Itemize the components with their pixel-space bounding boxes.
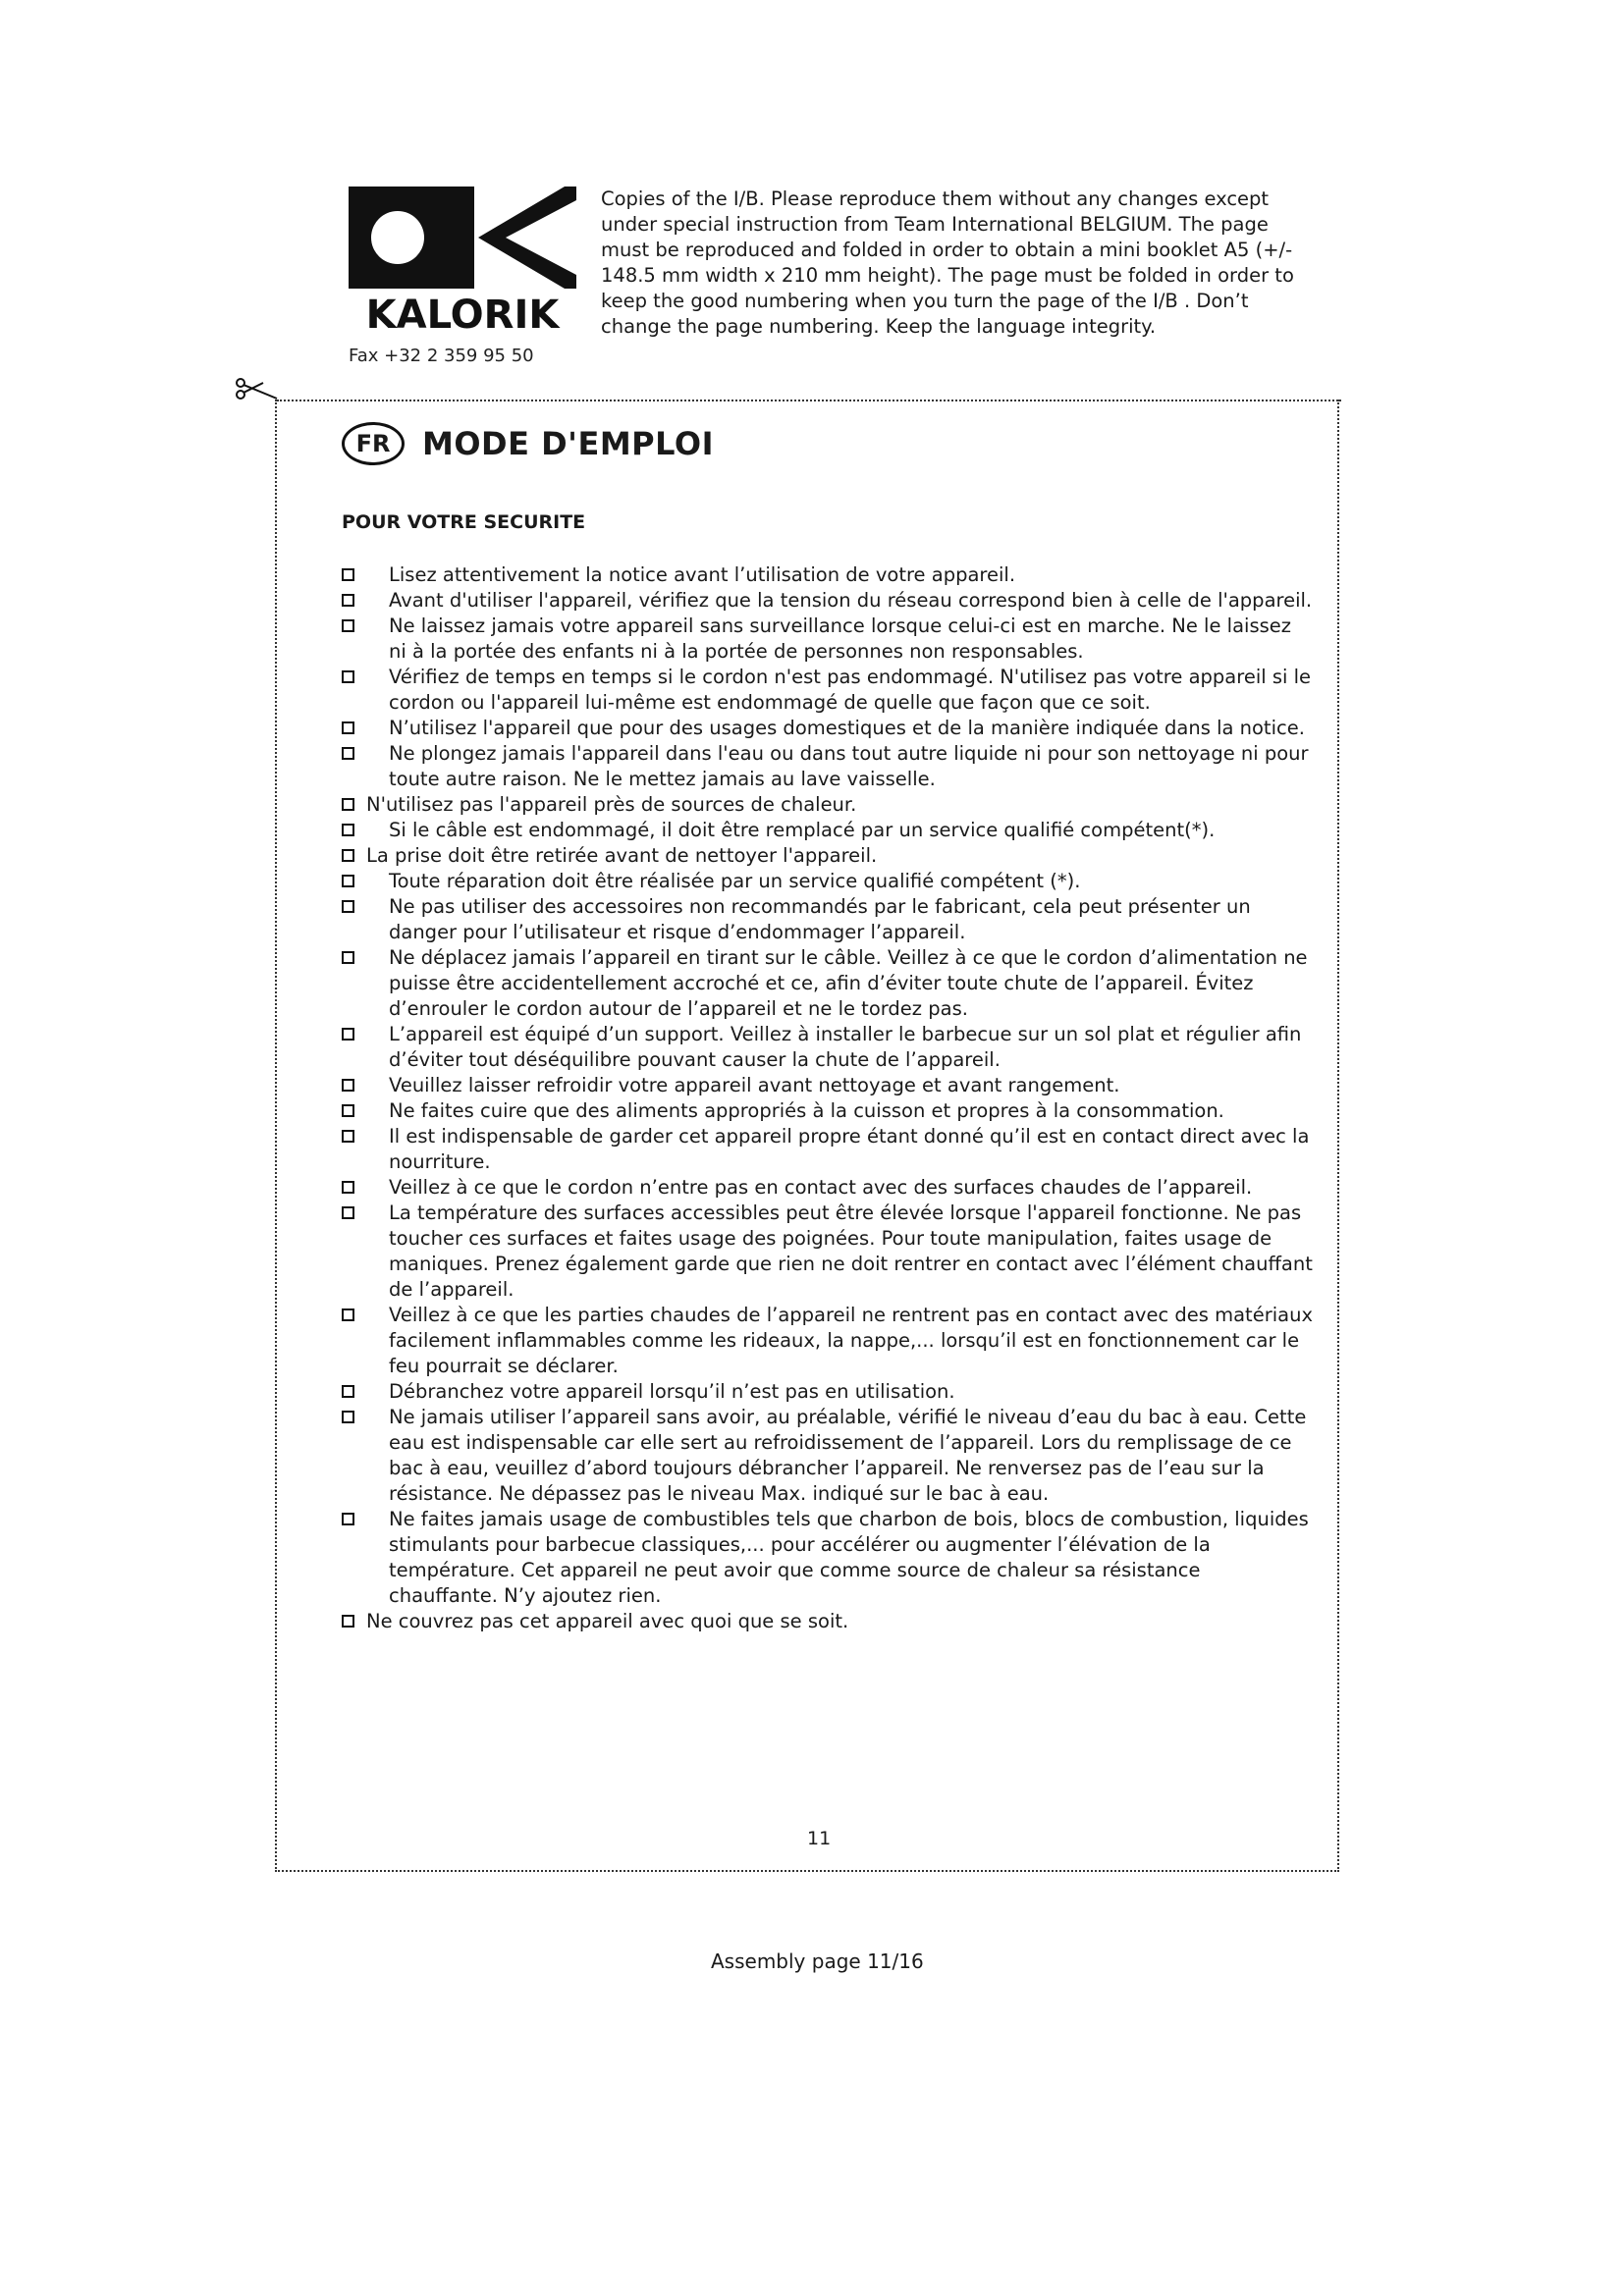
list-item: Ne jamais utiliser l’appareil sans avoir, au préalable, vérifié le niveau d’eau du bac à eau. Cette eau est indispensable car elle sert au refroidissement de l’appareil. Lors du remplissage de ce bac à eau, veuillez d’abord toujours débrancher l’appareil. Ne renversez pas de l’eau sur la résistance. Ne dépassez pas le niveau Max. indiqué sur le bac à eau.	[342, 1405, 1314, 1507]
list-item: Veillez à ce que les parties chaudes de l’appareil ne rentrent pas en contact avec des matériaux facilement inflammables comme les rideaux, la nappe,... lorsqu’il est en fonctionnement car le feu pourrait se déclarer.	[342, 1303, 1314, 1379]
language-badge: FR	[342, 422, 405, 465]
list-item: Ne plongez jamais l'appareil dans l'eau ou dans tout autre liquide ni pour son nettoyage ni pour toute autre raison. Ne le mettez jamais au lave vaisselle.	[342, 741, 1314, 792]
checkbox-bullet-icon	[342, 721, 354, 734]
list-item: Ne pas utiliser des accessoires non recommandés par le fabricant, cela peut présenter un danger pour l’utilisateur et risque d’endommager l’appareil.	[342, 894, 1314, 945]
checkbox-bullet-icon	[342, 951, 354, 964]
list-item: Lisez attentivement la notice avant l’utilisation de votre appareil.	[342, 562, 1314, 588]
list-item: Il est indispensable de garder cet appareil propre étant donné qu’il est en contact direct avec la nourriture.	[342, 1124, 1314, 1175]
checkbox-bullet-icon	[342, 1513, 354, 1525]
list-item: Toute réparation doit être réalisée par un service qualifié compétent (*).	[342, 869, 1314, 894]
list-item: La prise doit être retirée avant de nettoyer l'appareil.	[342, 843, 1314, 869]
checkbox-bullet-icon	[342, 1028, 354, 1041]
checkbox-bullet-icon	[342, 1181, 354, 1194]
list-item: Ne laissez jamais votre appareil sans surveillance lorsque celui-ci est en marche. Ne le laissez ni à la portée des enfants ni à la portée de personnes non responsables.	[342, 614, 1314, 665]
list-item: N’utilisez l'appareil que pour des usages domestiques et de la manière indiquée dans la notice.	[342, 716, 1314, 741]
safety-list	[342, 562, 1314, 1634]
checkbox-bullet-icon	[342, 747, 354, 760]
list-item: Veillez à ce que le cordon n’entre pas en contact avec des surfaces chaudes de l’appareil.	[342, 1175, 1314, 1201]
list-item: Vérifiez de temps en temps si le cordon n'est pas endommagé. N'utilisez pas votre appareil si le cordon ou l'appareil lui-même est endommagé de quelle que façon que ce soit.	[342, 665, 1314, 716]
page-number: 11	[807, 1828, 832, 1849]
logo-wordmark: KALORIK	[365, 293, 560, 334]
list-item: Ne couvrez pas cet appareil avec quoi que se soit.	[342, 1609, 1314, 1634]
list-item: Veuillez laisser refroidir votre appareil avant nettoyage et avant rangement.	[342, 1073, 1314, 1098]
checkbox-bullet-icon	[342, 875, 354, 887]
list-item: La température des surfaces accessibles peut être élevée lorsque l'appareil fonctionne. Ne pas toucher ces surfaces et faites usage des poignées. Pour toute manipulation, faites usage de maniques. Prenez également garde que rien ne doit rentrer en contact avec l’élément chauffant de l’appareil.	[342, 1201, 1314, 1303]
checkbox-bullet-icon	[342, 1308, 354, 1321]
checkbox-bullet-icon	[342, 1206, 354, 1219]
list-item: Ne faites jamais usage de combustibles tels que charbon de bois, blocs de combustion, liquides stimulants pour barbecue classiques,... pour accélérer ou augmenter l’élévation de la température. Cet appareil ne peut avoir que comme source de chaleur sa résistance chauffante. N’y ajoutez rien.	[342, 1507, 1314, 1609]
checkbox-bullet-icon	[342, 900, 354, 913]
scissors-icon	[234, 375, 279, 402]
assembly-page-label: Assembly page 11/16	[711, 1949, 924, 1973]
list-item: Ne déplacez jamais l’appareil en tirant sur le câble. Veillez à ce que le cordon d’alimentation ne puisse être accidentellement accroché et ce, afin d’éviter toute chute de l’appareil. Évitez d’enrouler le cordon autour de l’appareil et ne le tordez pas.	[342, 945, 1314, 1022]
checkbox-bullet-icon	[342, 1104, 354, 1117]
manual-heading	[342, 422, 714, 465]
list-item: Débranchez votre appareil lorsqu’il n’est pas en utilisation.	[342, 1379, 1314, 1405]
checkbox-bullet-icon	[342, 670, 354, 683]
checkbox-bullet-icon	[342, 1411, 354, 1423]
list-item: N'utilisez pas l'appareil près de sources de chaleur.	[342, 792, 1314, 818]
kalorik-logo	[349, 187, 576, 334]
list-item: Ne faites cuire que des aliments appropriés à la cuisson et propres à la consommation.	[342, 1098, 1314, 1124]
list-item: Avant d'utiliser l'appareil, vérifiez que la tension du réseau correspond bien à celle de l'appareil.	[342, 588, 1314, 614]
checkbox-bullet-icon	[342, 849, 354, 862]
checkbox-bullet-icon	[342, 1130, 354, 1143]
list-item: L’appareil est équipé d’un support. Veillez à installer le barbecue sur un sol plat et régulier afin d’éviter tout déséquilibre pouvant causer la chute de l’appareil.	[342, 1022, 1314, 1073]
section-title: POUR VOTRE SECURITE	[342, 511, 586, 533]
checkbox-bullet-icon	[342, 594, 354, 607]
manual-title: MODE D'EMPLOI	[422, 425, 714, 462]
checkbox-bullet-icon	[342, 1385, 354, 1398]
list-item: Si le câble est endommagé, il doit être remplacé par un service qualifié compétent(*).	[342, 818, 1314, 843]
checkbox-bullet-icon	[342, 798, 354, 811]
checkbox-bullet-icon	[342, 619, 354, 632]
checkbox-bullet-icon	[342, 1079, 354, 1092]
checkbox-bullet-icon	[342, 568, 354, 581]
checkbox-bullet-icon	[342, 1615, 354, 1628]
print-instructions: Copies of the I/B. Please reproduce them without any changes except under special instruction from Team International BELGIUM. The page must be reproduced and folded in order to obtain a mini booklet A5 (+/- 148.5 mm width x 210 mm height). The page must be folded in order to keep the good numbering when you turn the page of the I/B . Don’t change the page numbering. Keep the language integrity.	[601, 187, 1294, 338]
checkbox-bullet-icon	[342, 824, 354, 836]
fax-number: Fax +32 2 359 95 50	[349, 346, 534, 366]
